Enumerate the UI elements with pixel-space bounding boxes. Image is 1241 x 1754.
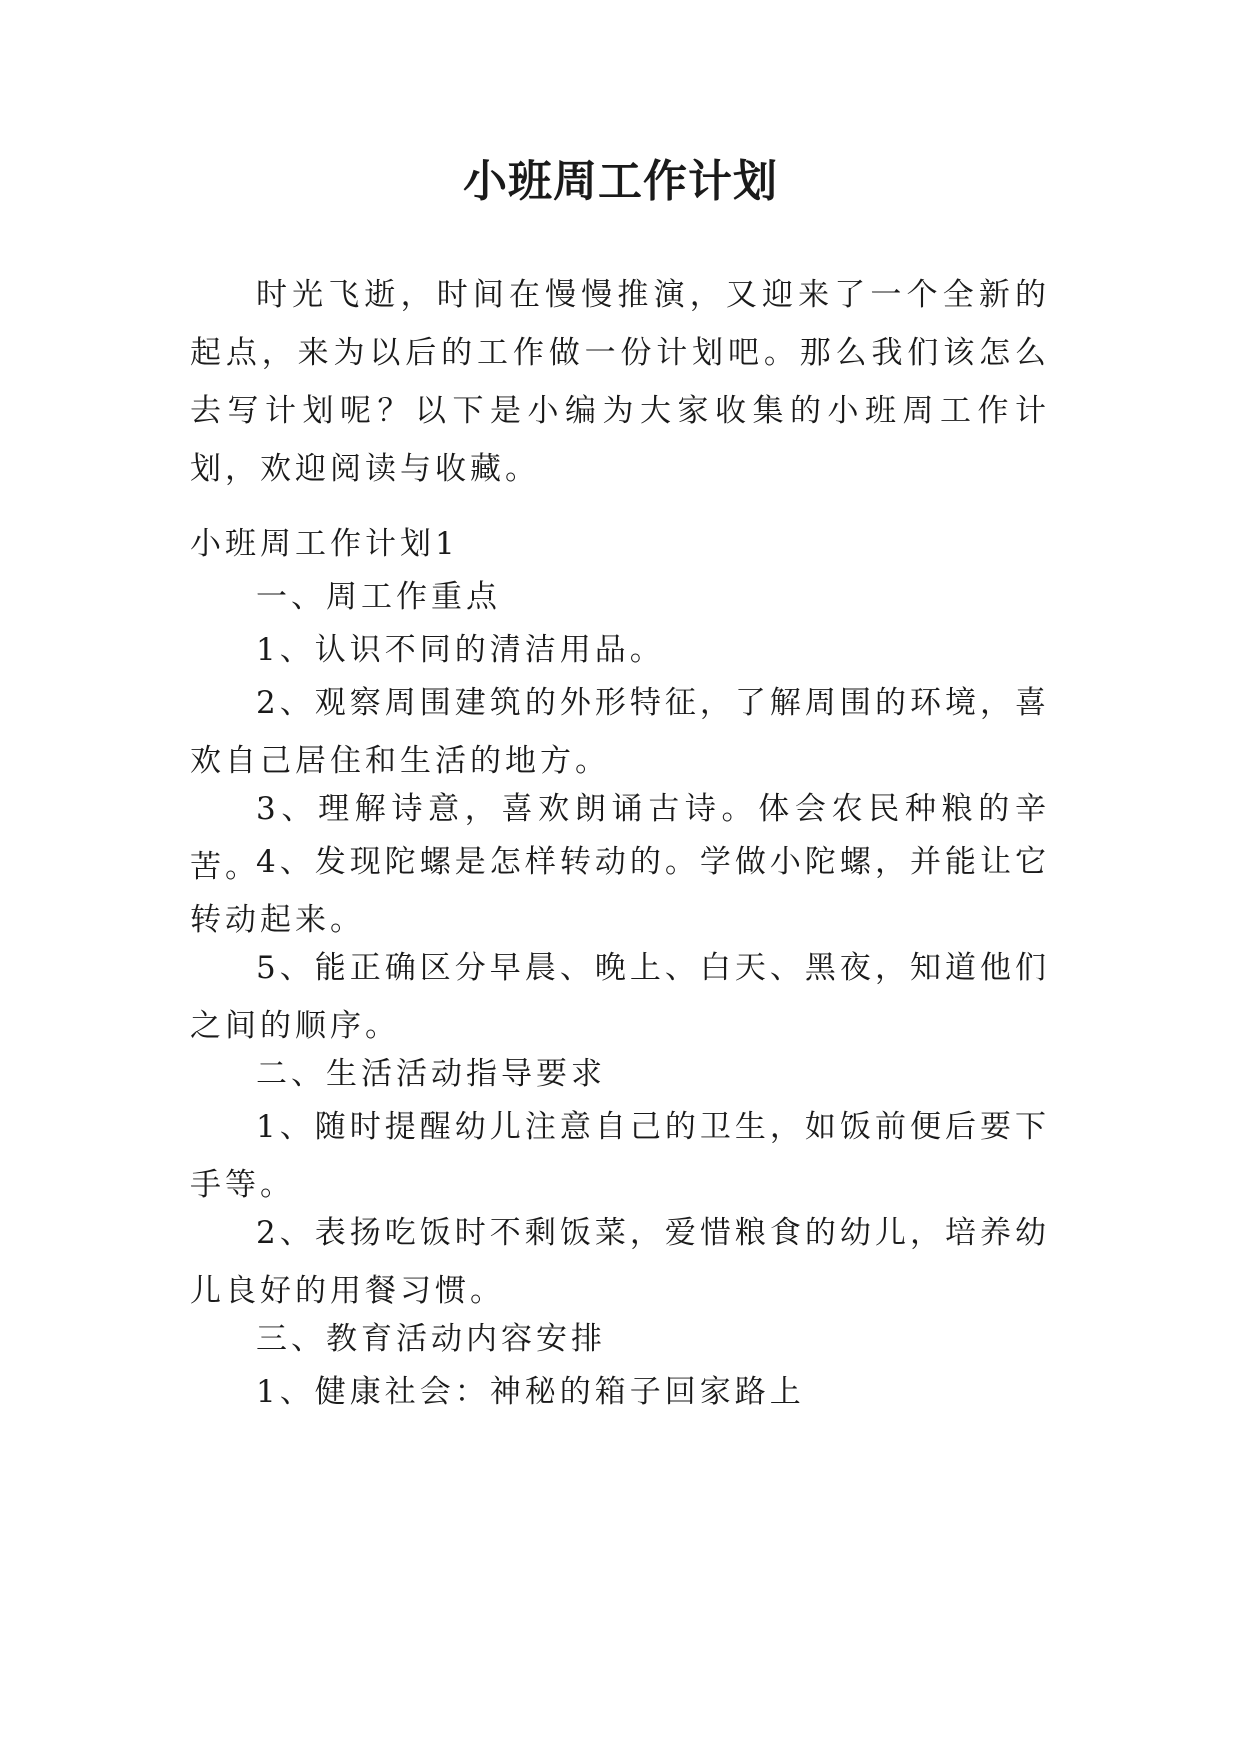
list-item: 3、理解诗意，喜欢朗诵古诗。体会农民种粮的辛苦。	[190, 791, 1050, 885]
heading-life-activities: 二、生活活动指导要求	[256, 1056, 606, 1092]
list-item: 5、能正确区分早晨、晚上、白天、黑夜，知道他们之间的顺序。	[190, 950, 1050, 1044]
heading-work-focus: 一、周工作重点	[256, 579, 501, 615]
intro-paragraph: 时光飞逝，时间在慢慢推演，又迎来了一个全新的起点，来为以后的工作做一份计划吧。那么我们该怎么去写计划呢？以下是小编为大家收集的小班周工作计划，欢迎阅读与收藏。	[190, 277, 1050, 487]
list-item: 1、随时提醒幼儿注意自己的卫生，如饭前便后要下手等。	[190, 1109, 1050, 1203]
document-title: 小班周工作计划	[463, 156, 778, 207]
section-title: 小班周工作计划1	[190, 526, 459, 562]
list-item: 2、观察周围建筑的外形特征，了解周围的环境，喜欢自己居住和生活的地方。	[190, 685, 1050, 779]
heading-education-activities: 三、教育活动内容安排	[256, 1321, 606, 1357]
list-item: 1、认识不同的清洁用品。	[256, 632, 665, 668]
list-item: 2、表扬吃饭时不剩饭菜，爱惜粮食的幼儿，培养幼儿良好的用餐习惯。	[190, 1215, 1050, 1309]
list-item: 4、发现陀螺是怎样转动的。学做小陀螺，并能让它转动起来。	[190, 844, 1050, 938]
list-item: 1、健康社会：神秘的箱子回家路上	[256, 1374, 805, 1410]
